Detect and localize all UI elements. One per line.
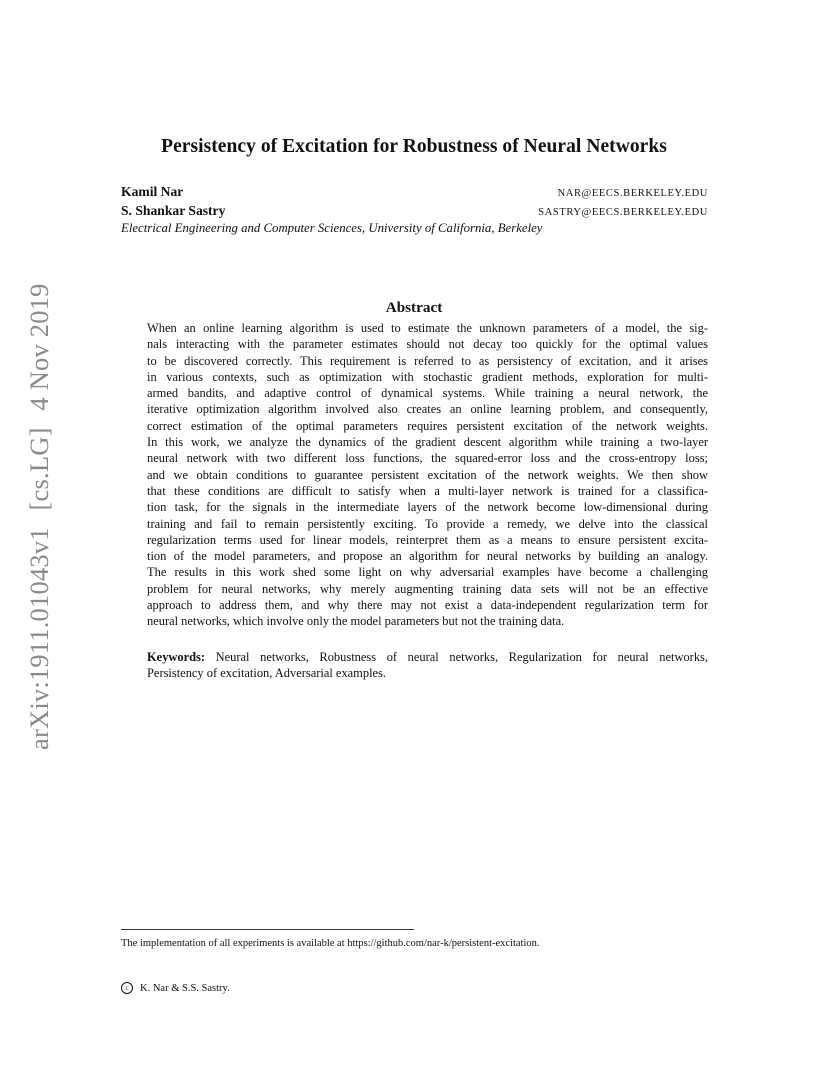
author-email: SASTRY@EECS.BERKELEY.EDU	[538, 207, 708, 218]
abstract-line: correct estimation of the optimal parameters requires persistent excitation of the network weights.	[147, 418, 708, 433]
footnote-rule	[121, 929, 414, 930]
abstract-line: that these conditions are difficult to satisfy when a multi-layer network is trained for a classifica-	[147, 483, 708, 498]
footnote: The implementation of all experiments is available at https://github.com/nar-k/persistent-excitation.	[121, 938, 540, 949]
copyright-text: K. Nar & S.S. Sastry.	[140, 982, 230, 994]
arxiv-sidebar-stamp	[24, 283, 56, 750]
abstract-line: regularization terms used for linear models, reinterpret them as a means to ensure persistent excita-	[147, 532, 708, 547]
abstract-line: problem for neural networks, why merely augmenting training data sets will not be an effective	[147, 581, 708, 596]
abstract-body	[147, 320, 708, 630]
abstract-line: When an online learning algorithm is used to estimate the unknown parameters of a model, the sig-	[147, 321, 708, 335]
arxiv-id: arXiv:1911.01043v1	[24, 527, 54, 750]
author-row	[121, 203, 708, 219]
keywords-line	[147, 649, 708, 665]
abstract-line: training and fail to remain persistently exciting. To provide a remedy, we delve into the classical	[147, 516, 708, 531]
abstract-line: The results in this work shed some light on why adversarial examples have become a challenging	[147, 565, 708, 580]
abstract-line: armed bandits, and adaptive control of dynamical systems. While training a neural network, the	[147, 386, 708, 401]
arxiv-date: 4 Nov 2019	[24, 283, 54, 411]
arxiv-category: [cs.LG]	[24, 427, 54, 511]
copyright-icon: c	[121, 982, 133, 994]
keywords	[147, 649, 708, 682]
abstract-line: tion task, for the signals in the intermediate layers of the network become low-dimensional during	[147, 500, 708, 515]
keywords-line: Persistency of excitation, Adversarial examples.	[147, 666, 387, 681]
abstract-line: and we obtain conditions to guarantee persistent excitation of the network weights. We then show	[147, 467, 708, 482]
abstract-line: tion of the model parameters, and propose an algorithm for neural networks by building an analogy.	[147, 549, 708, 564]
abstract-line: iterative optimization algorithm involved also creates an online learning problem, and consequently,	[147, 402, 708, 417]
abstract-line: approach to address them, and why there may not exist a data-independent regularization term for	[147, 598, 708, 613]
affiliation: Electrical Engineering and Computer Sciences, University of California, Berkeley	[121, 221, 543, 235]
abstract-line: to be discovered correctly. This requirement is referred to as persistency of excitation, and it arises	[147, 353, 708, 368]
copyright	[121, 982, 230, 994]
abstract-heading: Abstract	[385, 299, 443, 316]
abstract-line: neural networks, which involve only the model parameters but not the training data.	[147, 614, 565, 629]
abstract-line: nals interacting with the parameter estimates should not decay too quickly for the optimal values	[147, 337, 708, 352]
author-row	[121, 184, 708, 200]
author-name: Kamil Nar	[121, 184, 184, 199]
abstract-line: In this work, we analyze the dynamics of the gradient descent algorithm while training a two-layer	[147, 435, 708, 450]
author-email: NAR@EECS.BERKELEY.EDU	[557, 188, 708, 199]
paper-title: Persistency of Excitation for Robustness of Neural Networks	[161, 136, 667, 157]
abstract-line: in various contexts, such as optimization with stochastic gradient methods, exploration for multi-	[147, 369, 708, 384]
keywords-text: Neural networks, Robustness of neural networks, Regularization for neural networks,	[215, 650, 708, 664]
keywords-label: Keywords:	[147, 650, 206, 664]
author-name: S. Shankar Sastry	[121, 203, 226, 218]
abstract-line: neural network with two different loss functions, the squared-error loss and the cross-entropy loss;	[147, 451, 708, 466]
